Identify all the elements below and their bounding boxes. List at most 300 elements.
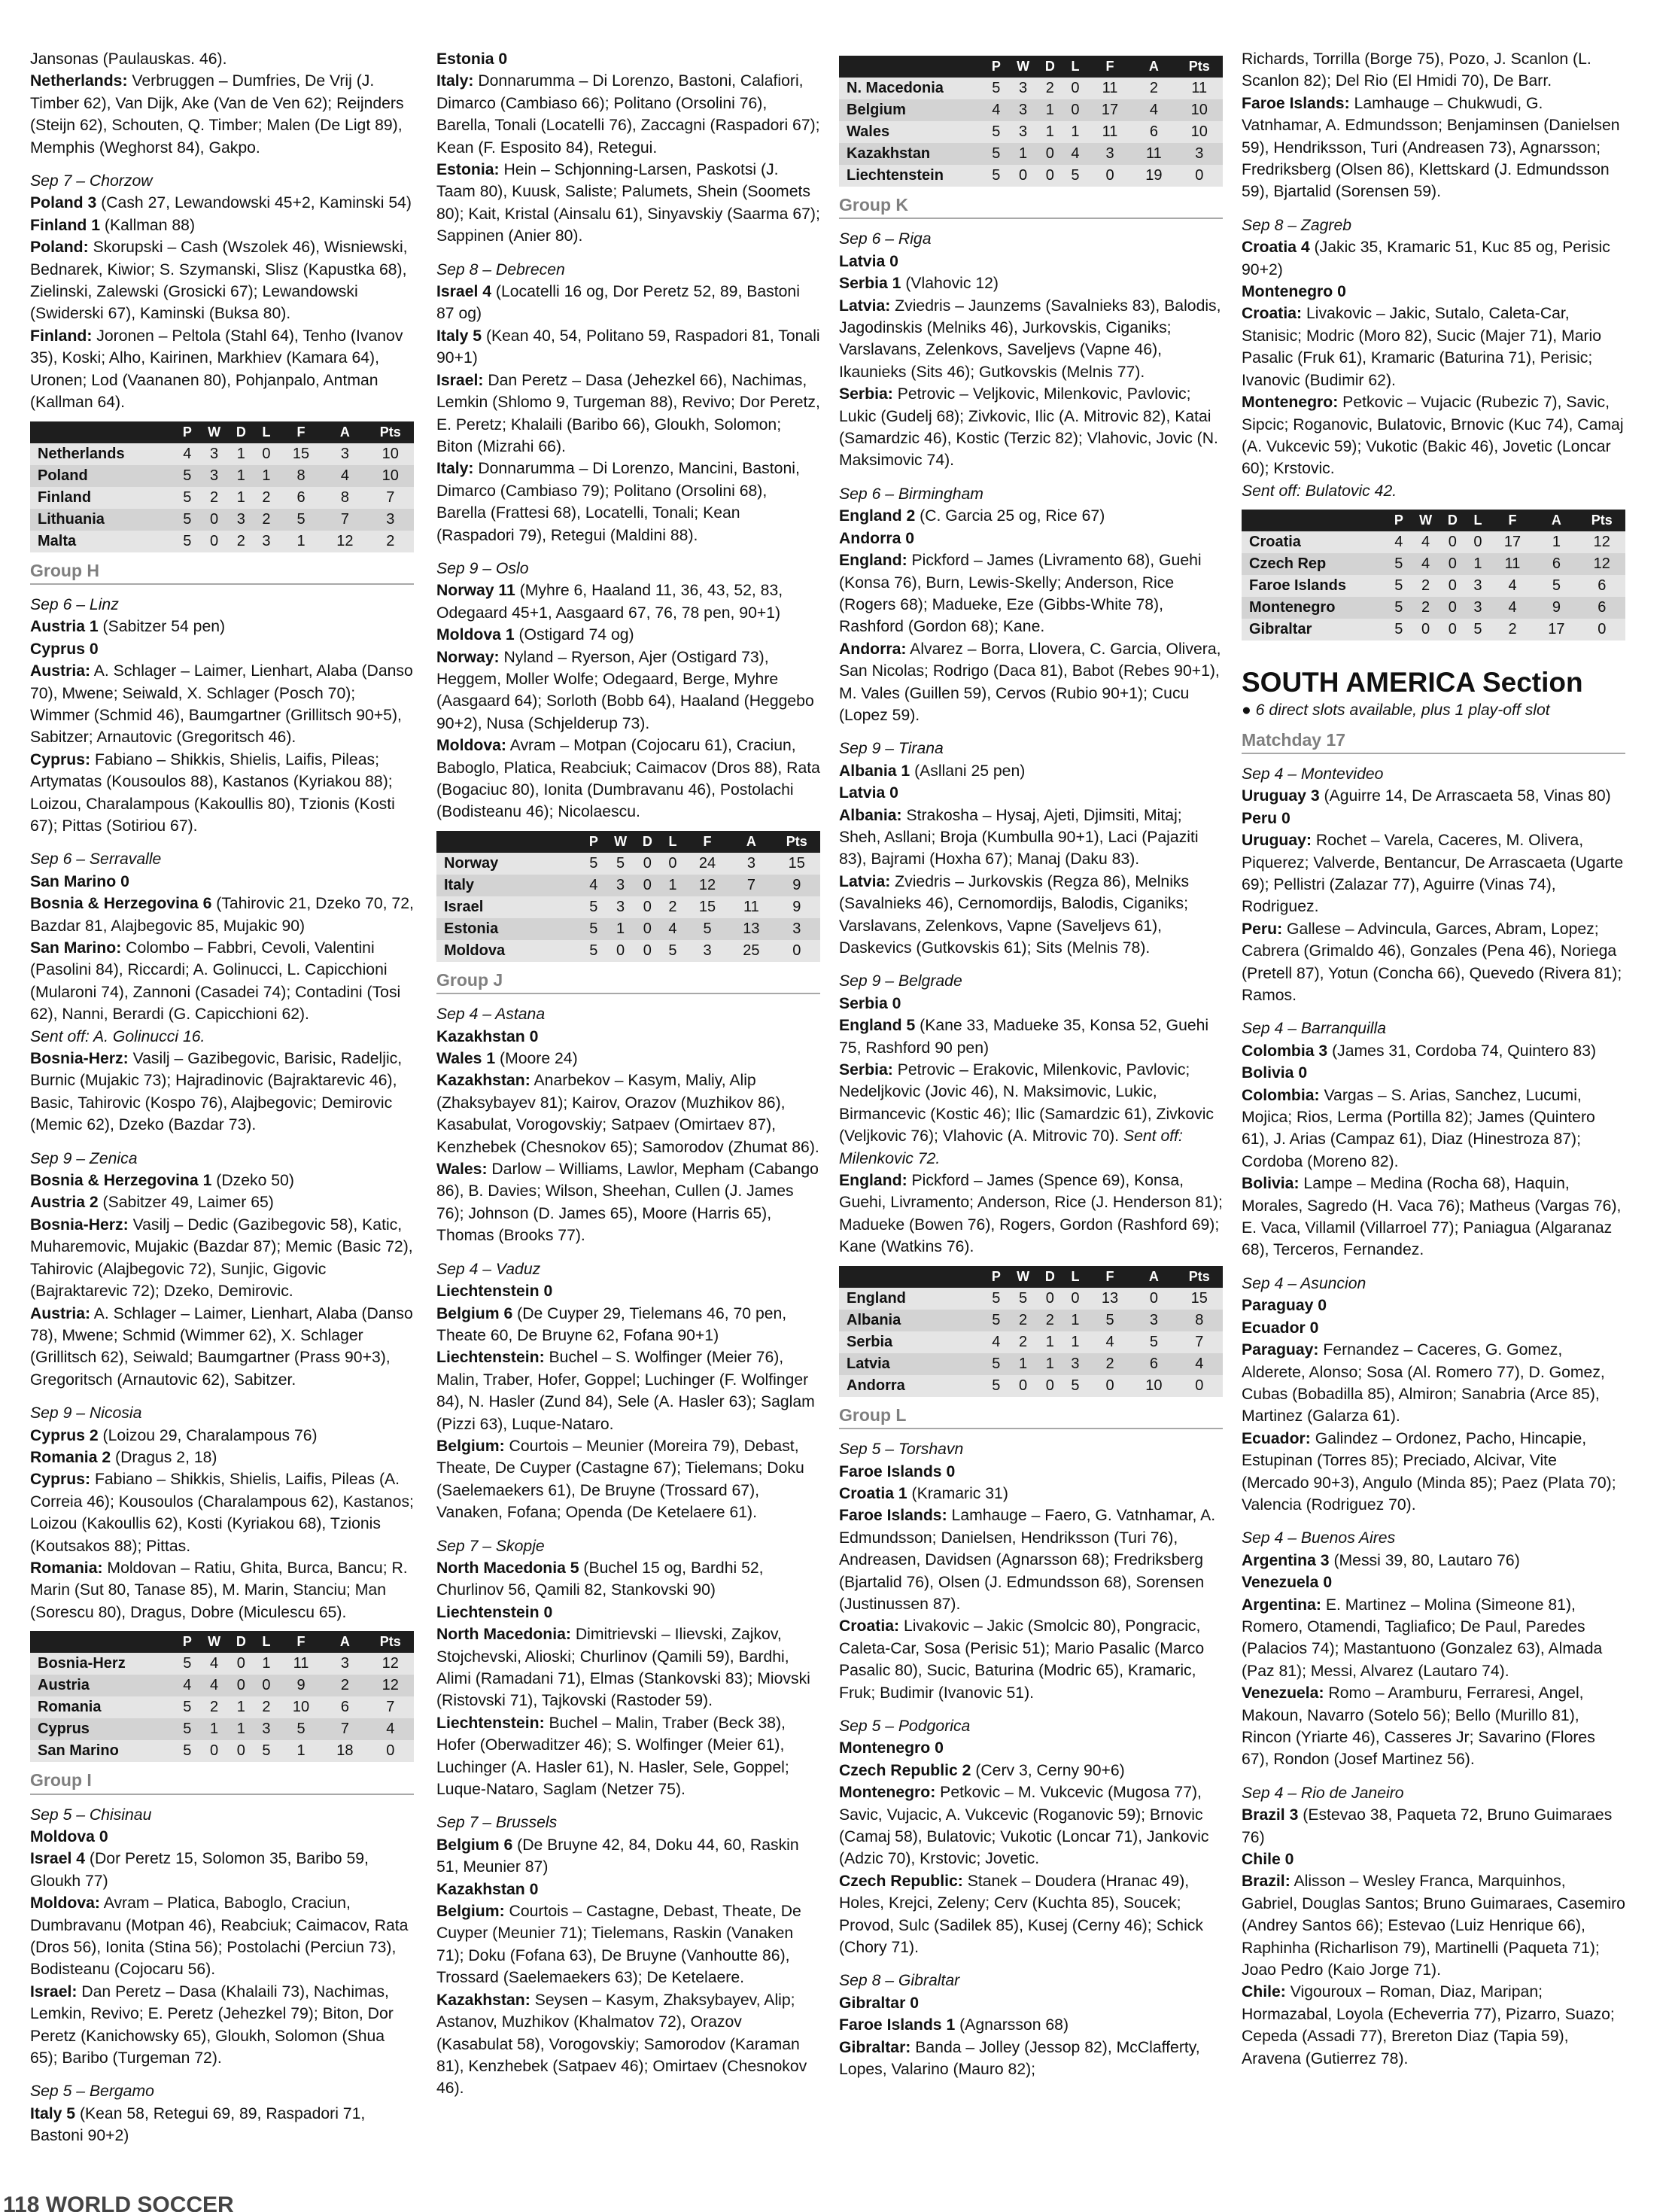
report-line: Cyprus: Fabiano – Shikkis, Shielis, Laifis, Pileas (A. Correia 46); Kousoulos (Charalampous 62), Kastanos; Loizou (Kakoullis 62), Kosti (Kyriakou 68), Tzionis (Koutsakos 88); Pittas. xyxy=(30,1471,414,1555)
standings-table xyxy=(30,421,414,552)
table-header: L xyxy=(1062,1266,1088,1288)
report-line: Colombia 3 (James 31, Cordoba 74, Quintero 83) xyxy=(1242,1042,1597,1060)
stat-cell: 3 xyxy=(254,1718,279,1740)
stat-cell: 0 xyxy=(254,443,279,465)
stat-cell: 3 xyxy=(323,1653,366,1675)
stat-cell: 3 xyxy=(1062,1353,1088,1375)
stat-cell: 0 xyxy=(200,1740,229,1762)
stat-cell: 1 xyxy=(1009,143,1038,165)
stat-cell: 4 xyxy=(983,1331,1009,1353)
report-line: Liechtenstein: Buchel – Malin, Traber (Beck 38), Hofer (Oberwaditzer 46); S. Wolfinger (Meier 61), Luchinger (A. Hasler 61), N. Hasler, Sele, Goppel; Luque-Nataro, Saglam (Netzer 75). xyxy=(436,1714,789,1799)
report-line: Faroe Islands: Lamhauge – Chukwudi, G. Vatnhamar, A. Edmundsson; Benjaminsen (Danielsen 59), Hendriksson, Turi (Andreasen 73), Agnarsson; Fredriksberg (Olsen 86), Klettskard (J. Edmundsson 59), Bjartalid (Sorensen 59). xyxy=(1242,94,1620,201)
table-row xyxy=(30,531,414,552)
report-line: Liechtenstein 0 xyxy=(436,1603,553,1621)
stat-cell: 5 xyxy=(175,465,200,487)
stat-cell: 0 xyxy=(228,1653,254,1675)
group-heading: Group J xyxy=(436,969,820,994)
stat-cell: 1 xyxy=(606,918,635,940)
standings-table xyxy=(30,1631,414,1762)
stat-cell: 19 xyxy=(1132,165,1175,187)
table-row xyxy=(30,1740,414,1762)
stat-cell: 4 xyxy=(1412,531,1440,553)
stat-cell: 0 xyxy=(1009,165,1038,187)
report-line: Argentina: E. Martinez – Molina (Simeone 81), Romero, Otamendi, Tagliafico; De Paul, Paredes (Palacios 74); Mastantuono (Gonzalez 63), Almada (Paz 81); Messi, Alvarez (Lautaro 74). xyxy=(1242,1596,1603,1680)
stat-cell: 4 xyxy=(1491,597,1534,619)
match-heading: Sep 4 – Montevideo xyxy=(1242,765,1384,783)
report-line: Belgium: Courtois – Castagne, Debast, Theate, De Cuyper (Meunier 71); Tielemans, Raskin (Vanaken 71); Doku (Fofana 63), De Bruyne (Vanhoutte 86), Trossard (Saelemaekers 63); De Ketelaere. xyxy=(436,1903,801,1987)
report-line: Bosnia-Herz: Vasilj – Dedic (Gazibegovic 58), Katic, Muharemovic, Mujakic (Bazdar 87); Memic (Basic 72), Tahirovic (Alajbegovic 72), Sunjic, Gigovic (Bajraktarevic 72); Dzeko, Demirovic. xyxy=(30,1216,413,1301)
report-line: Italy 5 (Kean 40, 54, Politano 59, Raspadori 81, Tonali 90+1) xyxy=(436,327,820,367)
report-line: Latvia: Zviedris – Jaunzems (Savalnieks 83), Balodis, Jagodinskis (Melniks 46), Jurkovskis, Ciganiks; Varslavans, Zelenkovs, Saveljevs (Vapne 46), Ikaunieks (Sits 46); Gutkovskis (Melnis 77). xyxy=(839,297,1221,381)
stat-cell: 4 xyxy=(323,465,366,487)
report-line: Moldova 1 (Ostigard 74 og) xyxy=(436,626,634,644)
stat-cell: 11 xyxy=(1491,553,1534,575)
report-line: Faroe Islands: Lamhauge – Faero, G. Vatnhamar, A. Edmundsson; Danielsen, Hendriksson (Turi 76), Andreasen, Davidsen (Agnarsson 68); Fredriksberg (Bjartalid 76), Olsen (J. Edmundsson 68), Sorensen (Justinussen 87). xyxy=(839,1507,1216,1613)
report-line: Belgium 6 (De Cuyper 29, Tielemans 46, 70 pen, Theate 60, De Bruyne 62, Fofana 90+1) xyxy=(436,1304,787,1344)
stat-cell: 10 xyxy=(279,1696,323,1718)
table-header: F xyxy=(1491,510,1534,531)
table-row xyxy=(839,1310,1223,1331)
table-header: W xyxy=(1412,510,1440,531)
stat-cell: 5 xyxy=(686,918,729,940)
stat-cell: 5 xyxy=(175,531,200,552)
stat-cell: 12 xyxy=(367,1675,414,1696)
team-name: Netherlands xyxy=(30,443,175,465)
table-header: D xyxy=(228,421,254,443)
report-line: Colombia: Vargas – S. Arias, Sanchez, Lucumi, Mojica; Rios, Lerma (Portilla 82); James (Quintero 61), J. Arias (Campaz 61), Diaz (Hinestroza 87); Cordoba (Moreno 82). xyxy=(1242,1086,1595,1170)
stat-cell: 5 xyxy=(983,121,1009,143)
report-line: Italy: Donnarumma – Di Lorenzo, Mancini, Bastoni, Dimarco (Cambiaso 79); Politano (Orsolini 68), Barella (Frattesi 68), Locatelli, Tonali; Kean (Raspadori 79), Retegui (Maldini 88). xyxy=(436,460,800,544)
match-heading: Sep 5 – Bergamo xyxy=(30,2083,154,2101)
report-line: North Macedonia 5 (Buchel 15 og, Bardhi 52, Churlinov 56, Qamili 82, Stankovski 90) xyxy=(436,1559,764,1599)
table-header: Pts xyxy=(1579,510,1625,531)
match-heading: Sep 5 – Podgorica xyxy=(839,1717,971,1735)
stat-cell: 5 xyxy=(1534,575,1578,597)
report-line: Montenegro 0 xyxy=(839,1739,944,1757)
stat-cell: 0 xyxy=(634,896,660,918)
stat-cell: 5 xyxy=(175,1718,200,1740)
stat-cell: 2 xyxy=(1037,78,1062,99)
table-header: Pts xyxy=(774,831,820,853)
table-header: L xyxy=(1465,510,1491,531)
stat-cell: 2 xyxy=(200,487,229,509)
match-heading: Sep 9 – Belgrade xyxy=(839,972,962,990)
report-line: Argentina 3 (Messi 39, 80, Lautaro 76) xyxy=(1242,1551,1520,1569)
match-heading: Sep 4 – Vaduz xyxy=(436,1260,541,1278)
report-line: Latvia 0 xyxy=(839,784,898,802)
stat-cell: 10 xyxy=(1132,1375,1175,1397)
stat-cell: 13 xyxy=(729,918,773,940)
section-subtitle: ● 6 direct slots available, plus 1 play-off slot xyxy=(1242,701,1550,720)
stat-cell: 5 xyxy=(606,853,635,875)
table-header: L xyxy=(1062,56,1088,78)
report-line: Poland: Skorupski – Cash (Wszolek 46), Wisniewski, Bednarek, Kiwior; S. Szymanski, Slisz (Kapustka 68), Zielinski, Zalewski (Grosicki 67); Lewandowski (Swiderski 67), Kaminski (Buksa 80). xyxy=(30,239,408,323)
report-line: Moldova: Avram – Platica, Baboglo, Craciun, Dumbravanu (Motpan 46), Reabciuk; Caimacov, Rata (Dros 56), Ionita (Stina 56); Postolachi (Perciun 73), Bodisteanu (Cojocaru 56). xyxy=(30,1894,409,1979)
report-line: Richards, Torrilla (Borge 75), Pozo, J. Scanlon (L. Scanlon 82); Del Rio (El Hmidi 70), De Barr. xyxy=(1242,50,1591,90)
stat-cell: 12 xyxy=(686,875,729,896)
table-header: P xyxy=(581,831,606,853)
report-line: Albania: Strakosha – Hysaj, Ajeti, Djimsiti, Mitaj; Sheh, Asllani; Broja (Kumbulla 90+1), Laci (Pajaziti 83), Bajrami (Hoxha 67); Manaj (Daku 83). xyxy=(839,806,1199,869)
stat-cell: 2 xyxy=(1491,619,1534,640)
table-row xyxy=(30,1696,414,1718)
stat-cell: 4 xyxy=(1386,531,1412,553)
table-row xyxy=(839,1375,1223,1397)
team-name: Wales xyxy=(839,121,983,143)
stat-cell: 2 xyxy=(1009,1310,1038,1331)
report-line: Croatia: Livakovic – Jakic, Sutalo, Caleta-Car, Stanisic; Modric (Moro 82), Sucic (Majer 71), Mario Pasalic (Fruk 61), Kramaric (Baturina 71), Perisic; Ivanovic (Budimir 62). xyxy=(1242,305,1602,389)
stat-cell: 1 xyxy=(228,487,254,509)
table-row xyxy=(839,121,1223,143)
report-line: Finland 1 (Kallman 88) xyxy=(30,216,195,234)
report-line: Italy: Donnarumma – Di Lorenzo, Bastoni, Calafiori, Dimarco (Cambiaso 66); Politano (Orsolini 76), Barella, Tonali (Locatelli 76), Zaccagni (Raspadori 67); Kean (F. Esposito 84), Retegui. xyxy=(436,72,820,157)
team-name: Gibraltar xyxy=(1242,619,1386,640)
stat-cell: 1 xyxy=(1465,553,1491,575)
stat-cell: 5 xyxy=(1062,165,1088,187)
table-row xyxy=(839,99,1223,121)
report-line: Paraguay 0 xyxy=(1242,1297,1327,1315)
table-header: F xyxy=(686,831,729,853)
report-line: Czech Republic: Stanek – Doudera (Hranac 49), Holes, Krejci, Zeleny; Cerv (Kuchta 85), Soucek; Provod, Sulc (Sadilek 85), Kusej (Cerny 46); Schick (Chory 71). xyxy=(839,1872,1203,1957)
stat-cell: 17 xyxy=(1534,619,1578,640)
report-line: Paraguay: Fernandez – Caceres, G. Gomez, Alderete, Alonso; Sosa (Al. Romero 77), D. Gomez, Cubas (Bobadilla 85), Almiron; Sanabria (Arce 85), Martinez (Galarza 61). xyxy=(1242,1341,1605,1425)
team-name: Cyprus xyxy=(30,1718,175,1740)
team-name: Liechtenstein xyxy=(839,165,983,187)
table-row xyxy=(1242,597,1625,619)
stat-cell: 9 xyxy=(1534,597,1578,619)
report-line: Croatia 1 (Kramaric 31) xyxy=(839,1484,1008,1502)
table-header: P xyxy=(175,421,200,443)
stat-cell: 5 xyxy=(175,1696,200,1718)
table-header: L xyxy=(254,1631,279,1653)
table-row xyxy=(436,940,820,962)
stat-cell: 3 xyxy=(323,443,366,465)
team-name: Israel xyxy=(436,896,581,918)
stat-cell: 5 xyxy=(581,896,606,918)
group-heading: Matchday 17 xyxy=(1242,729,1625,754)
match-heading: Sep 9 – Nicosia xyxy=(30,1404,142,1422)
stat-cell: 3 xyxy=(228,509,254,531)
table-header: W xyxy=(200,421,229,443)
team-name: Serbia xyxy=(839,1331,983,1353)
table-header: A xyxy=(323,1631,366,1653)
stat-cell: 3 xyxy=(606,875,635,896)
stat-cell: 5 xyxy=(983,1288,1009,1310)
stat-cell: 0 xyxy=(1062,78,1088,99)
stat-cell: 1 xyxy=(228,443,254,465)
report-line: Latvia: Zviedris – Jurkovskis (Regza 86), Melniks (Savalnieks 46), Cernomordijs, Balodis, Ciganiks; Varslavans, Zelenkovs, Vapne (Saveljevs 61), Daskevics (Gutkovskis 61); Sits (Melnis 78). xyxy=(839,872,1190,957)
report-line: Wales 1 (Moore 24) xyxy=(436,1050,578,1068)
report-line: Chile 0 xyxy=(1242,1851,1294,1869)
stat-cell: 7 xyxy=(323,1718,366,1740)
report-line: Kazakhstan: Seysen – Kasym, Zhaksybayev, Alip; Astanov, Muzhikov (Khalmatov 72), Orazov (Kasabulat 58), Vorogovskiy; Samorodov (Karaman 81), Kenzhebek (Satpaev 46); Omirtaev (Chesnokov 46). xyxy=(436,1991,807,2098)
table-header: F xyxy=(279,421,323,443)
stat-cell: 1 xyxy=(1534,531,1578,553)
report-line: Chile: Vigouroux – Roman, Diaz, Maripan; Hormazabal, Loyola (Echeverria 77), Pizarro, Suazo; Cepeda (Assadi 77), Brereton Diaz (Tapia 59), Aravena (Gutierrez 78). xyxy=(1242,1983,1615,2067)
report-line: Estonia 0 xyxy=(436,50,508,68)
group-heading: Group L xyxy=(839,1404,1223,1429)
stat-cell: 0 xyxy=(1062,1288,1088,1310)
report-line: Bosnia & Herzegovina 6 (Tahirovic 21, Dzeko 70, 72, Bazdar 81, Alajbegovic 85, Mujakic 90) xyxy=(30,895,414,935)
report-line: Romania 2 (Dragus 2, 18) xyxy=(30,1448,217,1466)
match-heading: Sep 6 – Serravalle xyxy=(30,850,162,869)
team-name: Estonia xyxy=(436,918,581,940)
stat-cell: 5 xyxy=(581,853,606,875)
team-name: Czech Rep xyxy=(1242,553,1386,575)
match-heading: Sep 7 – Skopje xyxy=(436,1537,545,1555)
stat-cell: 0 xyxy=(228,1675,254,1696)
stat-cell: 6 xyxy=(1534,553,1578,575)
table-header: W xyxy=(606,831,635,853)
stat-cell: 1 xyxy=(254,465,279,487)
stat-cell: 0 xyxy=(660,853,686,875)
stat-cell: 5 xyxy=(1132,1331,1175,1353)
report-line: Serbia: Petrovic – Erakovic, Milenkovic, Pavlovic; Nedeljkovic (Jovic 46), N. Maksimovic, Lukic, Birmancevic (Kostic 46); Ilic (Samardzic 61), Zivkovic (Veljkovic 76); Vlahovic (A. Mitrovic 70). Sent off: Milenkovic 72. xyxy=(839,1061,1214,1167)
stat-cell: 5 xyxy=(660,940,686,962)
report-line: Venezuela: Romo – Aramburu, Ferraresi, Angel, Makoun, Navarro (Sotelo 56); Bello (Murillo 81), Rincon (Yriarte 46), Casseres Jr; Savarino (Flores 67), Rondon (Josef Martinez 56). xyxy=(1242,1684,1595,1769)
report-line: Ecuador 0 xyxy=(1242,1319,1319,1337)
table-row xyxy=(839,1288,1223,1310)
stat-cell: 5 xyxy=(983,1310,1009,1331)
report-line: England: Pickford – James (Spence 69), Konsa, Guehi, Livramento; Anderson, Rice (J. Henderson 81); Madueke (Bowen 76), Rogers, Gordon (Rashford 69); Kane (Watkins 76). xyxy=(839,1172,1223,1256)
stat-cell: 0 xyxy=(606,940,635,962)
stat-cell: 7 xyxy=(323,509,366,531)
stat-cell: 5 xyxy=(1386,597,1412,619)
stat-cell: 10 xyxy=(1176,99,1223,121)
stat-cell: 6 xyxy=(1579,597,1625,619)
table-row xyxy=(30,1718,414,1740)
report-line: Faroe Islands 0 xyxy=(839,1462,956,1480)
report-line: North Macedonia: Dimitrievski – Ilievski, Zajkov, Stojchevski, Alioski; Churlinov (Qamili 59), Bardhi, Alimi (Ramadani 71), Elmas (Stankovski 83); Miovski (Ristovski 71), Tajkovski (Rastoder 59). xyxy=(436,1626,810,1710)
stat-cell: 4 xyxy=(1088,1331,1132,1353)
stat-cell: 0 xyxy=(1412,619,1440,640)
report-line: Finland: Joronen – Peltola (Stahl 64), Tenho (Ivanov 35), Koski; Alho, Kairinen, Markhiev (Kamara 64), Uronen; Lod (Vaananen 80), Pohjanpalo, Antman (Kallman 64). xyxy=(30,327,403,412)
report-line: Gibraltar 0 xyxy=(839,1994,919,2012)
table-header: Pts xyxy=(367,421,414,443)
stat-cell: 9 xyxy=(774,875,820,896)
stat-cell: 4 xyxy=(1412,553,1440,575)
stat-cell: 5 xyxy=(254,1740,279,1762)
stat-cell: 4 xyxy=(1491,575,1534,597)
stat-cell: 3 xyxy=(200,443,229,465)
stat-cell: 0 xyxy=(1009,1375,1038,1397)
stat-cell: 2 xyxy=(254,1696,279,1718)
table-row xyxy=(30,1675,414,1696)
report-line: Latvia 0 xyxy=(839,252,898,270)
stat-cell: 25 xyxy=(729,940,773,962)
stat-cell: 4 xyxy=(367,1718,414,1740)
table-row xyxy=(1242,619,1625,640)
stat-cell: 5 xyxy=(983,1353,1009,1375)
stat-cell: 1 xyxy=(660,875,686,896)
stat-cell: 3 xyxy=(200,465,229,487)
stat-cell: 1 xyxy=(1037,1353,1062,1375)
stat-cell: 5 xyxy=(1386,553,1412,575)
stat-cell: 10 xyxy=(367,443,414,465)
stat-cell: 0 xyxy=(634,875,660,896)
stat-cell: 3 xyxy=(729,853,773,875)
report-line: Bolivia 0 xyxy=(1242,1064,1308,1082)
stat-cell: 5 xyxy=(175,1740,200,1762)
team-name: Malta xyxy=(30,531,175,552)
stat-cell: 5 xyxy=(175,1653,200,1675)
stat-cell: 0 xyxy=(634,853,660,875)
report-line: Estonia: Hein – Schjonning-Larsen, Paskotsi (J. Taam 80), Kuusk, Saliste; Palumets, Shein (Soomets 80); Kait, Kristal (Ainsalu 61), Sinyavskiy (Saarma 67); Sappinen (Anier 80). xyxy=(436,161,820,245)
report-line: Cyprus 0 xyxy=(30,640,99,658)
column-3 xyxy=(839,48,1223,2080)
stat-cell: 3 xyxy=(1009,78,1038,99)
stat-cell: 5 xyxy=(1088,1310,1132,1331)
stat-cell: 5 xyxy=(175,509,200,531)
report-line: Bosnia-Herz: Vasilj – Gazibegovic, Barisic, Radeljic, Burnic (Mujakic 73); Hajradinovic (Bajraktarevic 46), Basic, Tahirovic (Kospo 76), Alajbegovic; Demirovic (Memic 62), Dzeko (Bazdar 73). xyxy=(30,1050,403,1134)
stat-cell: 3 xyxy=(1132,1310,1175,1331)
stat-cell: 1 xyxy=(1062,121,1088,143)
stat-cell: 2 xyxy=(1132,78,1175,99)
match-heading: Sep 4 – Buenos Aires xyxy=(1242,1529,1396,1547)
table-header: A xyxy=(323,421,366,443)
stat-cell: 5 xyxy=(1062,1375,1088,1397)
stat-cell: 0 xyxy=(1037,143,1062,165)
table-row xyxy=(30,487,414,509)
match-heading: Sep 9 – Tirana xyxy=(839,740,944,758)
stat-cell: 3 xyxy=(686,940,729,962)
report-line: Kazakhstan: Anarbekov – Kasym, Maliy, Alip (Zhaksybayev 81); Kairov, Orazov (Muzhikov 86), Kasabulat, Vorogovskiy; Satpaev (Omirtaev 87), Kenzhebek (Chesnokov 65); Samorodov (Zhumat 86). xyxy=(436,1072,819,1156)
table-row xyxy=(839,1353,1223,1375)
team-name: Albania xyxy=(839,1310,983,1331)
stat-cell: 5 xyxy=(581,918,606,940)
report-line: Brazil: Alisson – Wesley Franca, Marquinhos, Gabriel, Douglas Santos; Bruno Guimaraes, Casemiro (Andrey Santos 66); Estevao (Luiz Henrique 66), Raphinha (Richarlison 79), Martinelli (Paqueta 71); Joao Pedro (Kaio Jorge 71). xyxy=(1242,1873,1625,1979)
stat-cell: 4 xyxy=(175,443,200,465)
table-header: W xyxy=(200,1631,229,1653)
report-line: Gibraltar: Banda – Jolley (Jessop 82), McClafferty, Lopes, Valarino (Mauro 82); xyxy=(839,2038,1200,2079)
stat-cell: 5 xyxy=(1386,575,1412,597)
stat-cell: 3 xyxy=(774,918,820,940)
table-header: D xyxy=(228,1631,254,1653)
team-name: Poland xyxy=(30,465,175,487)
report-line: San Marino: Colombo – Fabbri, Cevoli, Valentini (Pasolini 84), Riccardi; A. Golinucci, L. Capicchioni (Mularoni 74), Zannoni (Casadei 74); Contadini (Tosi 62), Nanni, Berardi (G. Capicchioni 62). xyxy=(30,939,401,1024)
stat-cell: 11 xyxy=(279,1653,323,1675)
team-name: Latvia xyxy=(839,1353,983,1375)
stat-cell: 5 xyxy=(1386,619,1412,640)
stat-cell: 5 xyxy=(581,940,606,962)
table-header: D xyxy=(1037,1266,1062,1288)
table-row xyxy=(1242,553,1625,575)
stat-cell: 10 xyxy=(367,465,414,487)
team-name: Italy xyxy=(436,875,581,896)
stat-cell: 5 xyxy=(279,1718,323,1740)
group-heading: Group K xyxy=(839,194,1223,219)
report-line: Liechtenstein: Buchel – S. Wolfinger (Meier 76), Malin, Traber, Hofer, Goppel; Luchinger (F. Wolfinger 84), N. Hasler (Zund 84), Sele (A. Hasler 63); Saglam (Pizzi 63), Luque-Nataro. xyxy=(436,1349,815,1433)
stat-cell: 4 xyxy=(200,1653,229,1675)
team-name: Bosnia-Herz xyxy=(30,1653,175,1675)
table-header: W xyxy=(1009,56,1038,78)
table-row xyxy=(839,165,1223,187)
stat-cell: 2 xyxy=(254,487,279,509)
team-name: Belgium xyxy=(839,99,983,121)
stat-cell: 0 xyxy=(774,940,820,962)
stat-cell: 1 xyxy=(1062,1331,1088,1353)
table-header: Pts xyxy=(1176,56,1223,78)
group-heading: Group I xyxy=(30,1769,414,1794)
stat-cell: 2 xyxy=(254,509,279,531)
report-line: Israel 4 (Locatelli 16 og, Dor Peretz 52, 89, Bastoni 87 og) xyxy=(436,283,800,323)
report-line: Austria: A. Schlager – Laimer, Lienhart, Alaba (Danso 70), Mwene; Seiwald, X. Schlager (Posch 70); Wimmer (Schmid 46), Baumgartner (Grillitsch 90+5), Sabitzer; Arnautovic (Gregoritsch 46). xyxy=(30,662,413,747)
stat-cell: 3 xyxy=(606,896,635,918)
stat-cell: 0 xyxy=(254,1675,279,1696)
stat-cell: 11 xyxy=(729,896,773,918)
stat-cell: 4 xyxy=(200,1675,229,1696)
stat-cell: 7 xyxy=(367,1696,414,1718)
column-1 xyxy=(30,48,414,2147)
match-heading: Sep 8 – Zagreb xyxy=(1242,216,1352,234)
page-footer: 118 WORLD SOCCER xyxy=(3,2194,234,2212)
report-line: Jansonas (Paulauskas. 46). xyxy=(30,50,227,68)
team-name: N. Macedonia xyxy=(839,78,983,99)
team-name: Andorra xyxy=(839,1375,983,1397)
table-row xyxy=(1242,531,1625,553)
stat-cell: 5 xyxy=(983,1375,1009,1397)
table-row xyxy=(436,875,820,896)
stat-cell: 4 xyxy=(1132,99,1175,121)
table-header: A xyxy=(1132,56,1175,78)
stat-cell: 5 xyxy=(983,78,1009,99)
report-line: Montenegro: Petkovic – M. Vukcevic (Mugosa 77), Savic, Vujacic, A. Vukcevic (Roganovic 59); Brnovic (Camaj 58), Bulatovic; Vukotic (Loncar 71), Jankovic (Adzic 70), Krstovic; Jovetic. xyxy=(839,1784,1209,1868)
stat-cell: 11 xyxy=(1088,78,1132,99)
table-row xyxy=(436,918,820,940)
stat-cell: 0 xyxy=(634,940,660,962)
match-heading: Sep 6 – Linz xyxy=(30,595,119,613)
stat-cell: 1 xyxy=(254,1653,279,1675)
report-line: Ecuador: Galindez – Ordonez, Pacho, Hincapie, Estupinan (Torres 85); Preciado, Alcivar, Vite (Mercado 90+3), Angulo (Minda 85); Paez (Plata 70); Valencia (Rodriguez 70). xyxy=(1242,1429,1616,1514)
stat-cell: 1 xyxy=(228,1718,254,1740)
stat-cell: 5 xyxy=(983,143,1009,165)
stat-cell: 2 xyxy=(367,531,414,552)
report-line: Albania 1 (Asllani 25 pen) xyxy=(839,762,1026,780)
stat-cell: 8 xyxy=(279,465,323,487)
report-line: Moldova 0 xyxy=(30,1828,108,1845)
table-header: A xyxy=(1534,510,1578,531)
stat-cell: 2 xyxy=(200,1696,229,1718)
table-header: D xyxy=(1439,510,1465,531)
stat-cell: 15 xyxy=(774,853,820,875)
column-2 xyxy=(436,48,820,2100)
stat-cell: 3 xyxy=(1465,597,1491,619)
report-line: Peru: Gallese – Advincula, Garces, Abram, Lopez; Cabrera (Grimaldo 46), Gonzales (Pena 46), Noriega (Pretell 87), Yotun (Concha 66), Quevedo (Rivera 81); Ramos. xyxy=(1242,920,1622,1004)
report-line: Belgium: Courtois – Meunier (Moreira 79), Debast, Theate, De Cuyper (Castagne 67); Tielemans; Doku (Saelemaekers 61), De Bruyne (Trossard 67), Vanaken, Fofana; Openda (De Ketelaere 61). xyxy=(436,1437,804,1522)
table-row xyxy=(1242,575,1625,597)
stat-cell: 0 xyxy=(1088,1375,1132,1397)
stat-cell: 0 xyxy=(1439,619,1465,640)
table-row xyxy=(839,1331,1223,1353)
match-heading: Sep 9 – Oslo xyxy=(436,559,529,577)
stat-cell: 15 xyxy=(1176,1288,1223,1310)
table-header: F xyxy=(1088,1266,1132,1288)
team-name: Montenegro xyxy=(1242,597,1386,619)
table-row xyxy=(436,896,820,918)
section-title: SOUTH AMERICA Section xyxy=(1242,667,1583,698)
stat-cell: 6 xyxy=(1132,121,1175,143)
report-line: Uruguay: Rochet – Varela, Caceres, M. Olivera, Piquerez; Valverde, Bentancur, De Arrascaeta (Ugarte 69); Pellistri (Zalazar 77), Aguirre (Vinas 74), Rodriguez. xyxy=(1242,832,1624,916)
stat-cell: 17 xyxy=(1088,99,1132,121)
stat-cell: 11 xyxy=(1176,78,1223,99)
report-line: Andorra 0 xyxy=(839,529,915,547)
stat-cell: 0 xyxy=(1037,1288,1062,1310)
report-line: Sent off: A. Golinucci 16. xyxy=(30,1027,205,1045)
match-heading: Sep 9 – Zenica xyxy=(30,1149,138,1167)
table-header: L xyxy=(660,831,686,853)
standings-table xyxy=(839,1266,1223,1397)
table-row xyxy=(436,853,820,875)
table-header: Pts xyxy=(1176,1266,1223,1288)
